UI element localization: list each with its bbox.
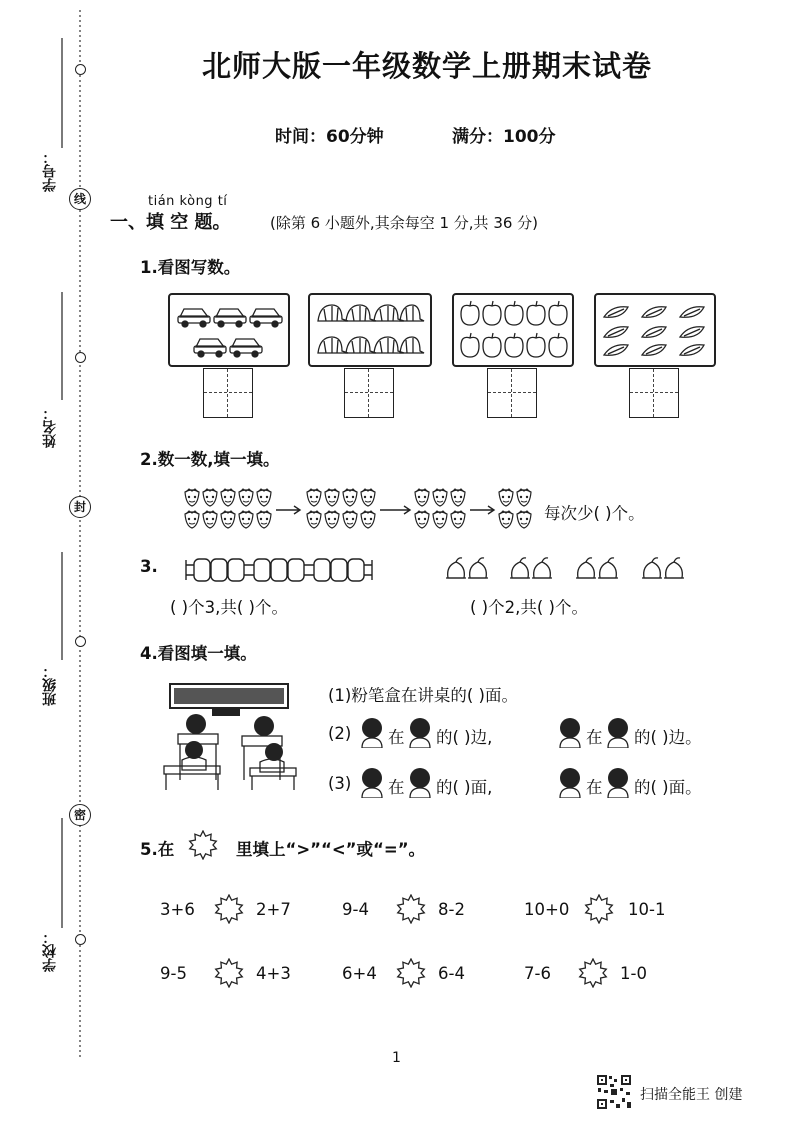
student-icon [604, 716, 632, 748]
compare-blank-icon[interactable] [584, 894, 614, 924]
q4-line3-blank1: 的( )面, [436, 778, 493, 797]
q3-right-answer: ( )个2,共( )个。 [470, 598, 588, 617]
q4-line2-in2: 在 [586, 728, 603, 747]
student-icon [556, 766, 584, 798]
school-label: 学校： [42, 930, 58, 972]
car-icon [170, 295, 288, 365]
binding-hole [75, 636, 86, 647]
q4-line2-prefix: (2) [328, 724, 352, 743]
compare-blank-icon[interactable] [578, 958, 608, 988]
apple-icon [454, 295, 572, 365]
student-icon [358, 766, 386, 798]
full-score: 满分：100分 [452, 127, 556, 147]
q4-line3-in: 在 [388, 778, 405, 797]
compare-blank-icon[interactable] [214, 958, 244, 988]
student-icon [358, 716, 386, 748]
seal-seal-mark: 封 [69, 496, 91, 518]
qr-code-icon [596, 1074, 632, 1110]
q5-expr-right: 2+7 [256, 900, 291, 919]
cap-icon [310, 295, 430, 365]
q5-expr-left: 3+6 [160, 900, 195, 919]
q2-answer-text: 每次少( )个。 [544, 504, 645, 523]
strawberry-group-4 [499, 489, 531, 528]
q4-line3-blank2: 的( )面。 [634, 778, 702, 797]
q5-expr-left: 7-6 [524, 964, 551, 983]
q4-line2-blank1: 的( )边, [436, 728, 493, 747]
scanner-watermark: 扫描全能王 创建 [640, 1087, 743, 1103]
student-icon [406, 766, 434, 798]
page-number: 1 [392, 1050, 401, 1066]
student-icon [556, 716, 584, 748]
q1-answer-box-4[interactable] [629, 368, 679, 418]
q4-line3-in2: 在 [586, 778, 603, 797]
section-pinyin: tián kòng tí [148, 194, 228, 209]
binding-hole [75, 934, 86, 945]
class-label: 班级： [42, 664, 58, 706]
q3-number: 3. [140, 557, 158, 576]
q4-line2-in: 在 [388, 728, 405, 747]
q4-label: 4.看图填一填。 [140, 644, 257, 663]
q1-answer-box-3[interactable] [487, 368, 537, 418]
student-icon [406, 716, 434, 748]
q5-expr-left: 9-4 [342, 900, 369, 919]
q5-label-pre: 5.在 [140, 840, 175, 859]
strawberry-group-10 [185, 489, 271, 528]
q3-peach-groups [446, 556, 696, 584]
q1-leaf-group [594, 293, 716, 367]
q4-line1: (1)粉笔盒在讲桌的( )面。 [328, 686, 518, 705]
q3-beads-abacus [184, 556, 376, 586]
leaf-icon [596, 295, 714, 365]
student-id-label: 学号： [42, 150, 58, 192]
q3-left-answer: ( )个3,共( )个。 [170, 598, 288, 617]
compare-blank-icon[interactable] [396, 958, 426, 988]
q5-expr-right: 1-0 [620, 964, 647, 983]
strawberry-group-6 [415, 489, 465, 528]
classroom-illustration [160, 680, 298, 794]
q5-expr-left: 9-5 [160, 964, 187, 983]
q1-car-group [168, 293, 290, 367]
page-title: 北师大版一年级数学上册期末试卷 [201, 49, 652, 83]
time-limit: 时间：60分钟 [275, 127, 384, 147]
q1-apple-group [452, 293, 574, 367]
arrow-right-icon [380, 506, 410, 514]
q5-expr-right: 4+3 [256, 964, 291, 983]
section-title: 一、填 空 题。 [110, 212, 231, 233]
q5-expr-right: 10-1 [628, 900, 666, 919]
q1-answer-box-1[interactable] [203, 368, 253, 418]
q4-line2-blank2: 的( )边。 [634, 728, 702, 747]
q1-label: 1.看图写数。 [140, 258, 241, 277]
binding-hole [75, 352, 86, 363]
name-label: 姓名： [42, 406, 58, 448]
q1-cap-group [308, 293, 432, 367]
arrow-right-icon [470, 506, 494, 514]
q5-expr-right: 6-4 [438, 964, 465, 983]
q5-expr-left: 10+0 [524, 900, 570, 919]
q5-label-post: 里填上“>”“<”或“=”。 [236, 840, 426, 859]
q5-expr-right: 8-2 [438, 900, 465, 919]
compare-blank-icon [188, 830, 218, 860]
student-icon [604, 766, 632, 798]
seal-line-mark: 线 [69, 188, 91, 210]
q1-answer-box-2[interactable] [344, 368, 394, 418]
arrow-right-icon [276, 506, 300, 514]
q5-expr-left: 6+4 [342, 964, 377, 983]
compare-blank-icon[interactable] [396, 894, 426, 924]
compare-blank-icon[interactable] [214, 894, 244, 924]
strawberry-group-8 [307, 489, 375, 528]
q2-strawberry-sequence [184, 488, 540, 534]
q2-label: 2.数一数,填一填。 [140, 450, 280, 469]
seal-secret-mark: 密 [69, 804, 91, 826]
section-note: (除第 6 小题外,其余每空 1 分,共 36 分) [270, 214, 539, 232]
q4-line3-prefix: (3) [328, 774, 352, 793]
